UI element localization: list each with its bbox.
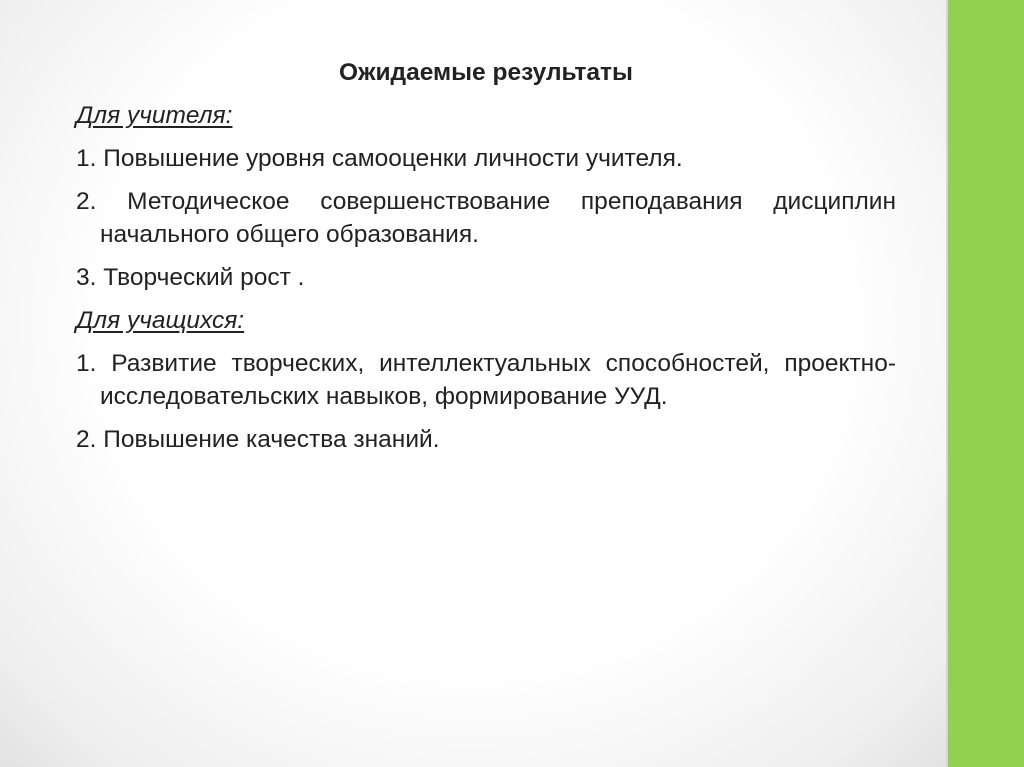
slide-content: [76, 56, 896, 466]
section-teacher: [76, 99, 896, 294]
slide-title: Ожидаемые результаты: [339, 59, 633, 86]
accent-side-bar: [948, 0, 1024, 767]
student-result-1: 1. Развитие творческих, интеллектуальных способностей, проектно- исследовательских навыков, формирование УУД.: [76, 350, 896, 410]
student-result-2: 2. Повышение качества знаний.: [76, 426, 440, 453]
teacher-result-2: 2. Методическое совершенствование преподавания дисциплин начального общего образования.: [76, 188, 896, 248]
section-heading-teacher: Для учителя:: [76, 102, 233, 129]
section-students: [76, 304, 896, 456]
teacher-result-3: 3. Творческий рост .: [76, 264, 305, 291]
section-heading-students: Для учащихся:: [76, 307, 245, 334]
teacher-result-1: 1. Повышение уровня самооценки личности учителя.: [76, 145, 683, 172]
